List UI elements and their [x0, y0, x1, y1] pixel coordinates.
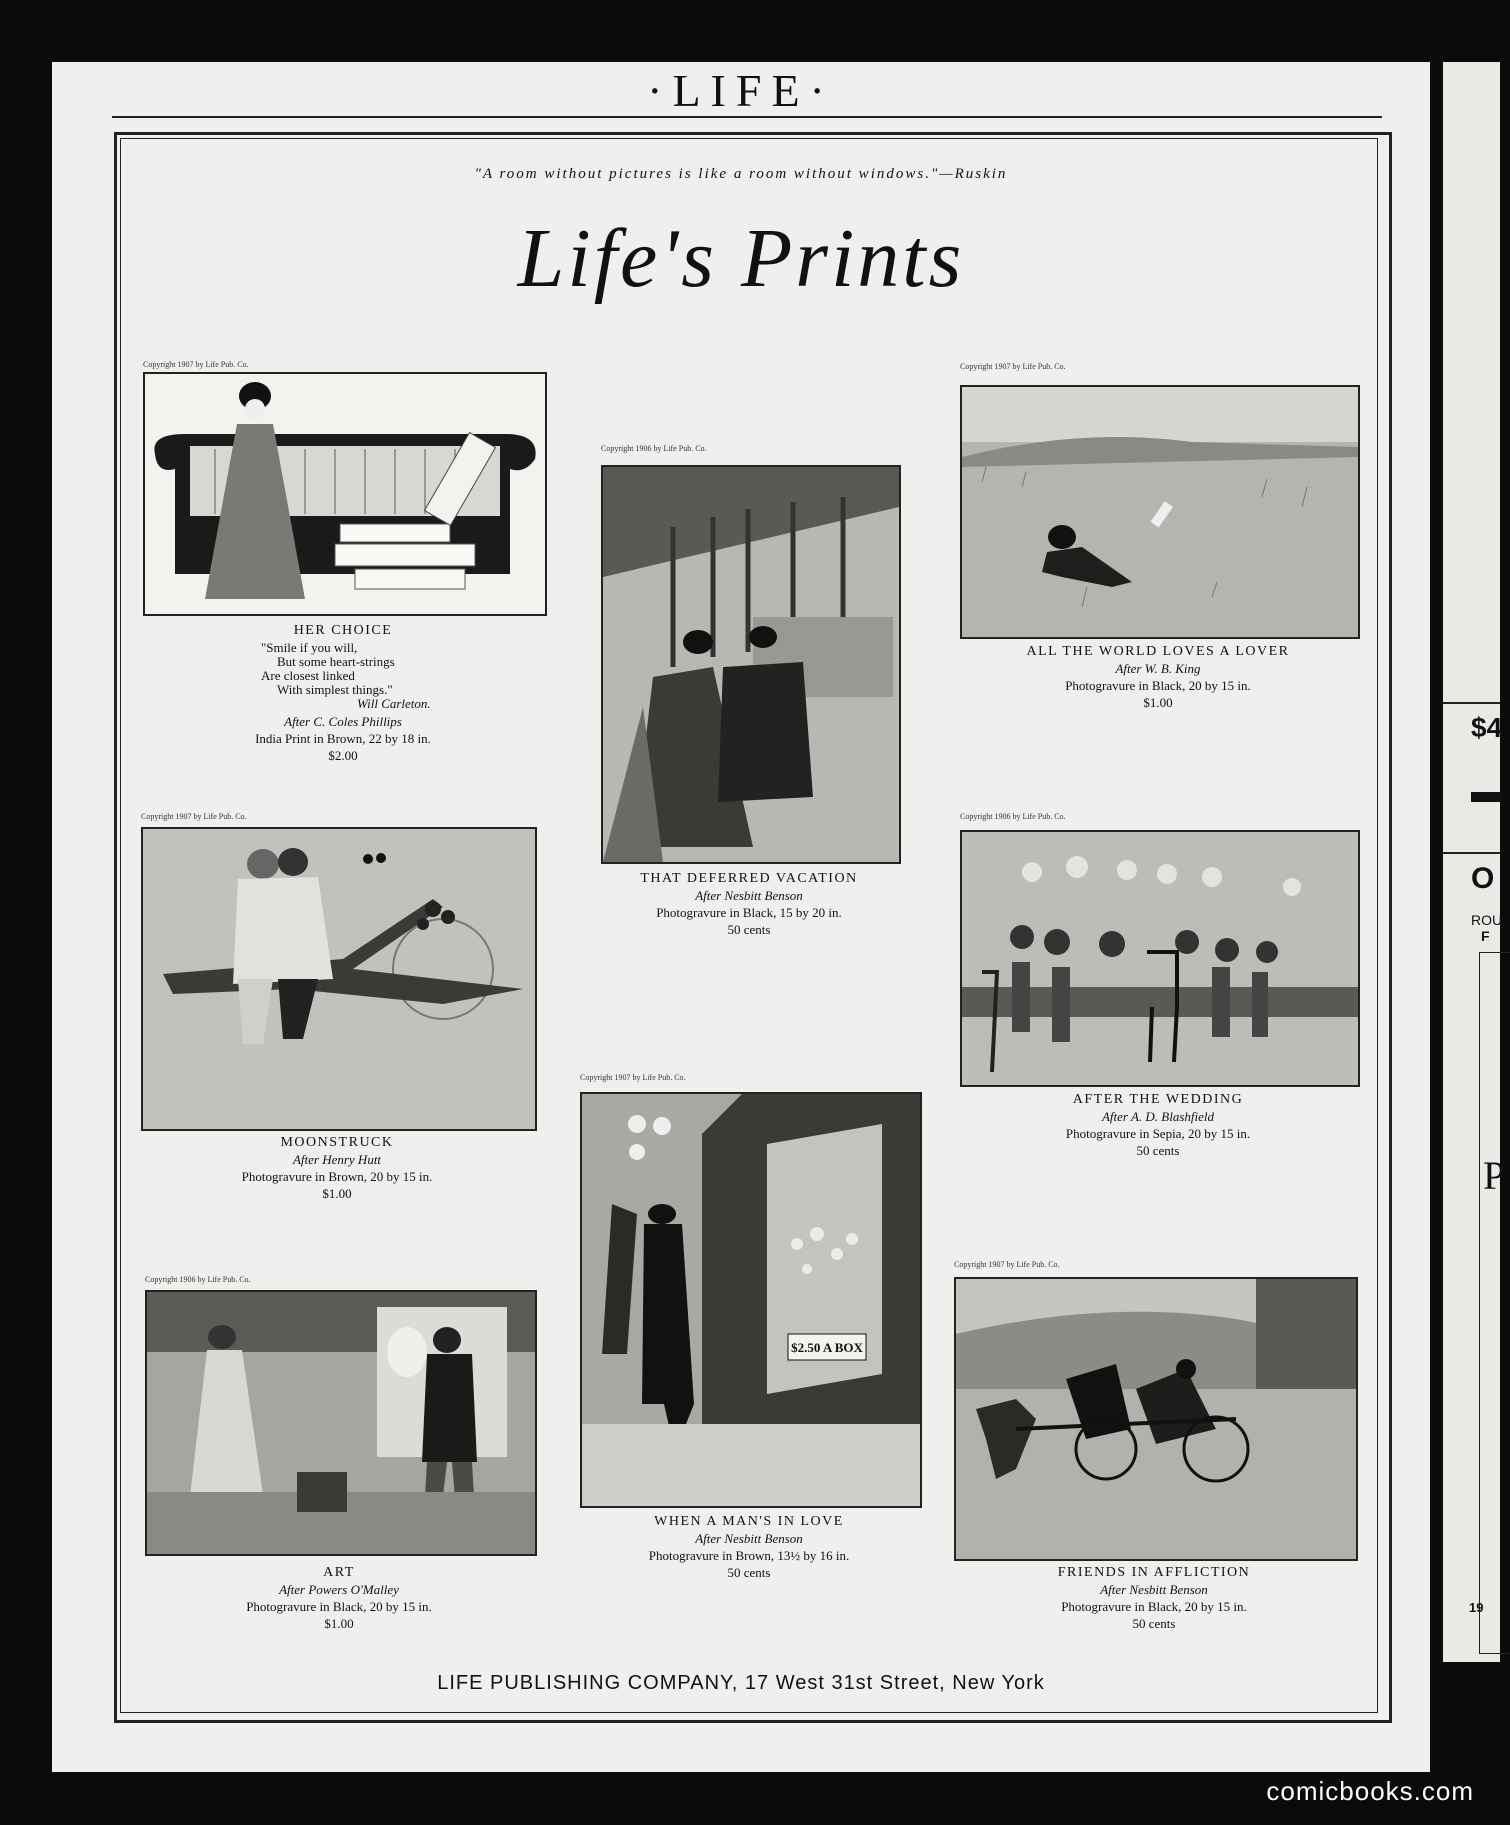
strip-rule: [1443, 702, 1500, 704]
print-artist: After C. Coles Phillips: [284, 714, 402, 729]
print-details: Photogravure in Black, 15 by 20 in.: [656, 905, 842, 920]
print-title: ALL THE WORLD LOVES A LOVER: [1026, 644, 1290, 659]
poem-line: With simplest things.": [277, 682, 393, 697]
caption-art: [159, 1564, 519, 1632]
price-sign: $2.50 A BOX: [791, 1340, 863, 1355]
print-title: WHEN A MAN'S IN LOVE: [654, 1514, 844, 1529]
print-price: 50 cents: [727, 922, 771, 937]
print-title: ART: [323, 1565, 355, 1580]
print-price: $1.00: [1143, 695, 1173, 710]
print-image-her-choice: [143, 372, 547, 616]
masthead-rule: [112, 116, 1382, 118]
print-details: Photogravure in Sepia, 20 by 15 in.: [1065, 1126, 1251, 1141]
print-poem: [261, 641, 523, 711]
strip-letter-f: F: [1481, 928, 1490, 944]
strip-letter-o: O: [1471, 862, 1495, 895]
print-title: THAT DEFERRED VACATION: [640, 871, 858, 886]
publisher-footer: LIFE PUBLISHING COMPANY, 17 West 31st Street, New York: [437, 1672, 1045, 1694]
print-artist: After Powers O'Malley: [279, 1582, 399, 1597]
print-image-art: [145, 1290, 537, 1556]
strip-rou: ROU: [1471, 912, 1503, 928]
print-artist: After Nesbitt Benson: [1100, 1582, 1208, 1597]
caption-friends-affliction: [954, 1564, 1354, 1632]
poem-line: Are closest linked: [261, 668, 355, 683]
strip-letter-p: P: [1483, 1153, 1506, 1198]
print-copyright: Copyright 1907 by Life Pub. Co.: [960, 362, 1066, 371]
caption-world-loves-lover: [978, 643, 1338, 711]
site-watermark: comicbooks.com: [1266, 1776, 1474, 1806]
poem-author: Will Carleton.: [357, 696, 431, 711]
print-price: 50 cents: [1132, 1616, 1176, 1631]
print-price: 50 cents: [1136, 1143, 1180, 1158]
poem-line: But some heart-strings: [277, 654, 395, 669]
print-price: 50 cents: [727, 1565, 771, 1580]
print-artist: After W. B. King: [1115, 661, 1201, 676]
magazine-masthead: ·LIFE·: [647, 65, 835, 116]
print-details: Photogravure in Black, 20 by 15 in.: [1061, 1599, 1247, 1614]
strip-price: $4: [1471, 712, 1503, 743]
print-copyright: Copyright 1907 by Life Pub. Co.: [143, 360, 249, 369]
print-image-friends-affliction: [954, 1277, 1358, 1561]
print-details: Photogravure in Brown, 13½ by 16 in.: [648, 1548, 850, 1563]
print-image-deferred-vacation: [601, 465, 901, 864]
print-title: MOONSTRUCK: [280, 1135, 394, 1150]
caption-after-wedding: [978, 1091, 1338, 1159]
page-title: Life's Prints: [517, 212, 965, 305]
print-artist: After A. D. Blashfield: [1101, 1109, 1215, 1124]
strip-rule: [1443, 852, 1500, 854]
print-artist: After Nesbitt Benson: [695, 888, 803, 903]
strip-block: [1471, 792, 1501, 802]
print-details: Photogravure in Black, 20 by 15 in.: [1065, 678, 1251, 693]
print-image-moonstruck: [141, 827, 537, 1131]
poem-line: "Smile if you will,: [261, 640, 358, 655]
print-title: FRIENDS IN AFFLICTION: [1057, 1565, 1251, 1580]
print-copyright: Copyright 1906 by Life Pub. Co.: [601, 444, 707, 453]
print-copyright: Copyright 1907 by Life Pub. Co.: [141, 812, 247, 821]
print-artist: After Henry Hutt: [292, 1152, 382, 1167]
print-artist: After Nesbitt Benson: [695, 1531, 803, 1546]
print-copyright: Copyright 1906 by Life Pub. Co.: [960, 812, 1066, 821]
print-title: HER CHOICE: [293, 623, 393, 638]
print-image-world-loves-lover: [960, 385, 1360, 639]
print-image-after-wedding: [960, 830, 1360, 1087]
print-details: India Print in Brown, 22 by 18 in.: [255, 731, 431, 746]
page-number: 70: [735, 1797, 747, 1809]
adjacent-page-strip: [1443, 62, 1506, 1662]
caption-her-choice: [163, 622, 523, 764]
print-details: Photogravure in Brown, 20 by 15 in.: [241, 1169, 433, 1184]
print-title: AFTER THE WEDDING: [1072, 1092, 1244, 1107]
print-price: $1.00: [324, 1616, 354, 1631]
print-details: Photogravure in Black, 20 by 15 in.: [246, 1599, 432, 1614]
caption-moonstruck: [157, 1134, 517, 1202]
print-image-mans-in-love: [580, 1092, 922, 1508]
print-price: $2.00: [328, 748, 358, 763]
strip-number: 19: [1469, 1600, 1484, 1615]
print-copyright: Copyright 1907 by Life Pub. Co.: [954, 1260, 1060, 1269]
print-copyright: Copyright 1906 by Life Pub. Co.: [145, 1275, 251, 1284]
print-copyright: Copyright 1907 by Life Pub. Co.: [580, 1073, 686, 1082]
strip-box: [1479, 952, 1510, 1654]
caption-deferred-vacation: [579, 870, 919, 938]
caption-mans-in-love: [579, 1513, 919, 1581]
print-price: $1.00: [322, 1186, 352, 1201]
ruskin-quote: "A room without pictures is like a room without windows."—Ruskin: [474, 166, 1008, 182]
